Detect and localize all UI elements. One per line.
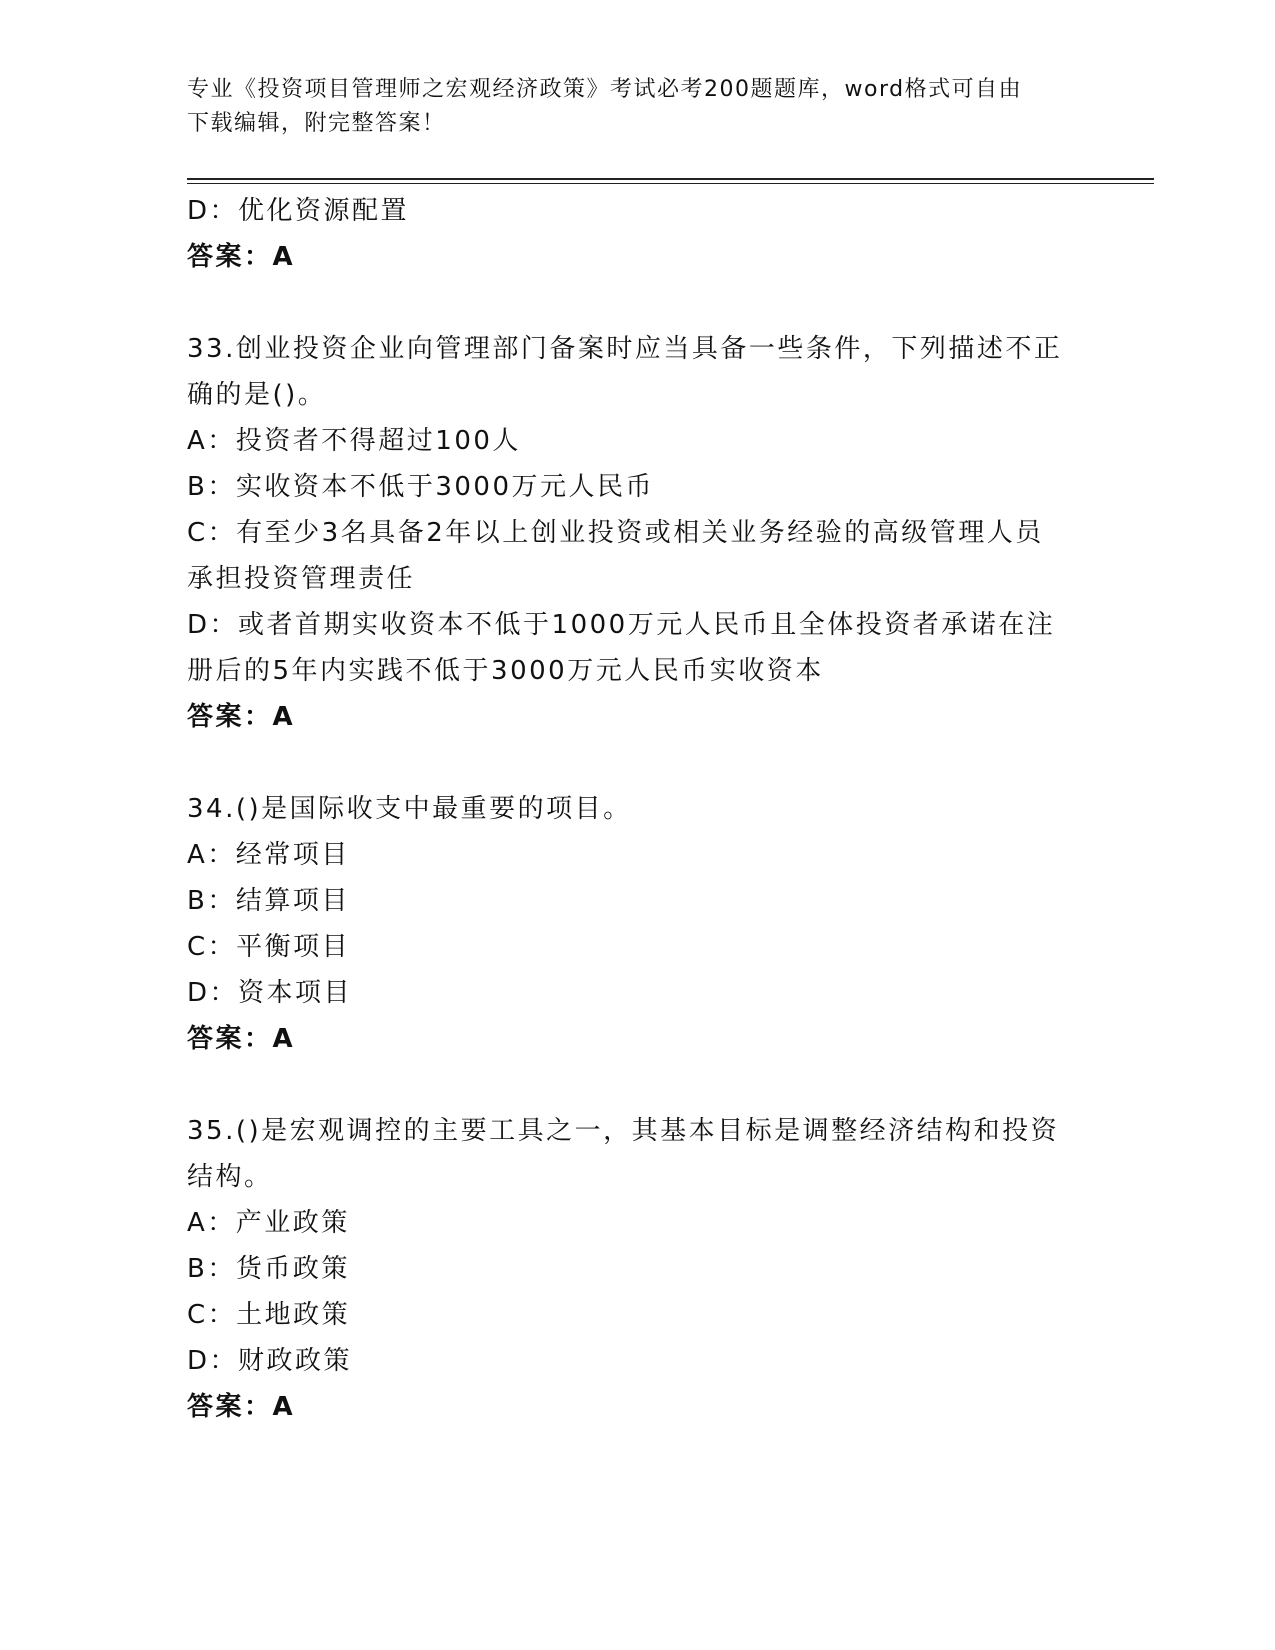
header-rule-thick	[187, 178, 1154, 180]
answer: 答案：A	[187, 702, 296, 732]
option-a: A：投资者不得超过100人	[187, 426, 521, 456]
question-stem: 34.()是国际收支中最重要的项目。	[187, 794, 632, 824]
question-stem: 35.()是宏观调控的主要工具之一，其基本目标是调整经济结构和投资	[187, 1116, 1060, 1146]
option-c: C：土地政策	[187, 1300, 351, 1330]
option-d-continued: 册后的5年内实践不低于3000万元人民币实收资本	[187, 656, 824, 686]
option-b: B：货币政策	[187, 1254, 350, 1284]
answer: 答案：A	[187, 1392, 296, 1422]
option-d: D：财政政策	[187, 1346, 353, 1376]
header-line-1: 专业《投资项目管理师之宏观经济政策》考试必考200题题库，word格式可自由	[187, 77, 1023, 102]
prev-option-d: D：优化资源配置	[187, 196, 410, 226]
option-c-continued: 承担投资管理责任	[187, 564, 416, 594]
header-line-2: 下载编辑，附完整答案！	[187, 111, 446, 136]
option-c: C：有至少3名具备2年以上创业投资或相关业务经验的高级管理人员	[187, 518, 1044, 548]
question-33	[187, 326, 1087, 740]
question-stem: 结构。	[187, 1162, 273, 1192]
question-stem: 33.创业投资企业向管理部门备案时应当具备一些条件，下列描述不正	[187, 334, 1063, 364]
spacer	[187, 1062, 1087, 1108]
question-34	[187, 786, 1087, 1062]
answer: 答案：A	[187, 1024, 296, 1054]
spacer	[187, 280, 1087, 326]
header-rule-thin	[187, 183, 1154, 184]
document-header	[187, 73, 1087, 141]
prev-answer: 答案：A	[187, 242, 296, 272]
question-35	[187, 1108, 1087, 1430]
spacer	[187, 740, 1087, 786]
option-b: B：实收资本不低于3000万元人民币	[187, 472, 655, 502]
question-list	[187, 188, 1087, 1430]
option-d: D：或者首期实收资本不低于1000万元人民币且全体投资者承诺在注	[187, 610, 1056, 640]
option-d: D：资本项目	[187, 978, 353, 1008]
option-c: C：平衡项目	[187, 932, 351, 962]
option-a: A：产业政策	[187, 1208, 350, 1238]
option-b: B：结算项目	[187, 886, 350, 916]
option-a: A：经常项目	[187, 840, 350, 870]
question-stem: 确的是()。	[187, 380, 327, 410]
